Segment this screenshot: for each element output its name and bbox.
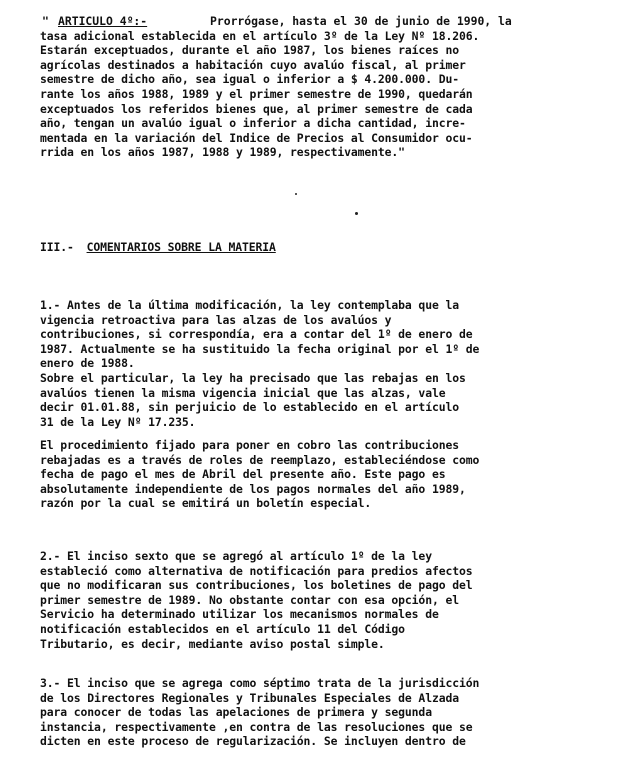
paragraph-4	[40, 549, 600, 651]
scan-speck	[355, 212, 358, 215]
articulo-line: mentada en la variación del Indice de Precios al Consumidor ocu-	[40, 130, 473, 145]
paragraph-line: El procedimiento fijado para poner en cobro las contribuciones	[40, 438, 459, 452]
articulo-line: Estarán exceptuados, durante el año 1987, los bienes raíces no	[40, 43, 459, 58]
paragraph-line: decir 01.01.88, sin perjuicio de lo establecido en el artículo	[40, 400, 459, 415]
paragraph-2	[40, 371, 600, 429]
articulo-first-line: " ARTICULO 4º:- Prorrógase, hasta el 30 de junio de 1990, la	[42, 14, 512, 28]
articulo-line: agrícolas destinados a habitación cuyo avalúo fiscal, al primer	[40, 57, 466, 72]
articulo-line: rante los años 1988, 1989 y el primer semestre de 1990, quedarán	[40, 86, 473, 101]
paragraph-line: que no modificaran sus contribuciones, los boletines de pago del	[40, 578, 473, 593]
paragraph-line: Tributario, es decir, mediante aviso postal simple.	[40, 636, 385, 651]
paragraph-line: fecha de pago el mes de Abril del presente año. Este pago es	[40, 467, 446, 482]
articulo-line: exceptuados los referidos bienes que, al primer semestre de cada	[40, 101, 473, 116]
paragraph-line: avalúos tienen la misma vigencia inicial que las alzas, vale	[40, 385, 446, 400]
paragraph-line: para conocer de todas las apelaciones de primera y segunda	[40, 705, 432, 720]
paragraph-line: rebajadas es a través de roles de reemplazo, estableciéndose como	[40, 452, 480, 467]
paragraph-line: 3.- El inciso que se agrega como séptimo trata de la jurisdicción	[40, 676, 480, 690]
section-number: III.-	[40, 240, 74, 254]
paragraph-1	[40, 298, 600, 371]
paragraph-line: 1987. Actualmente se ha sustituido la fecha original por el 1º de	[40, 341, 480, 356]
paragraph-line: 31 de la Ley Nº 17.235.	[40, 414, 196, 429]
paragraph-line: Sobre el particular, la ley ha precisado que las rebajas en los	[40, 371, 466, 385]
paragraph-line: de los Directores Regionales y Tribunales Especiales de Alzada	[40, 690, 459, 705]
articulo-line: semestre de dicho año, sea igual o inferior a $ 4.200.000. Du-	[40, 72, 459, 87]
paragraph-line: contribuciones, si correspondía, era a contar del 1º de enero de	[40, 327, 473, 342]
articulo-label: ARTICULO 4º:-	[58, 14, 148, 28]
paragraph-5	[40, 676, 600, 749]
articulo-line: Prorrógase, hasta el 30 de junio de 1990, la	[210, 14, 512, 28]
paragraph-3	[40, 438, 600, 511]
articulo-line: tasa adicional establecida en el artículo 3º de la Ley Nº 18.206.	[40, 28, 480, 43]
section-title: COMENTARIOS SOBRE LA MATERIA	[86, 240, 276, 254]
articulo-line: rrida en los años 1987, 1988 y 1989, respectivamente."	[40, 145, 405, 160]
paragraph-line: estableció como alternativa de notificación para predios afectos	[40, 563, 473, 578]
paragraph-line: enero de 1988.	[40, 356, 135, 371]
scan-speck	[295, 193, 297, 195]
paragraph-line: vigencia retroactiva para las alzas de los avalúos y	[40, 312, 392, 327]
paragraph-line: notificación establecidos en el artículo 11 del Código	[40, 621, 405, 636]
paragraph-line: primer semestre de 1989. No obstante contar con esa opción, el	[40, 592, 459, 607]
articulo-line: año, tengan un avalúo igual o inferior a dicha cantidad, incre-	[40, 116, 466, 131]
paragraph-line: absolutamente independiente de los pagos normales del año 1989,	[40, 481, 466, 496]
paragraph-line: instancia, respectivamente ,en contra de las resoluciones que se	[40, 719, 473, 734]
articulo-block	[40, 14, 600, 160]
paragraph-line: 2.- El inciso sexto que se agregó al artículo 1º de la ley	[40, 549, 432, 563]
paragraph-line: razón por la cual se emitirá un boletín especial.	[40, 496, 372, 511]
paragraph-line: Servicio ha determinado utilizar los mecanismos normales de	[40, 607, 439, 622]
section-heading	[40, 240, 600, 255]
paragraph-line: 1.- Antes de la última modificación, la ley contemplaba que la	[40, 298, 459, 312]
paragraph-line: dicten en este proceso de regularización. Se incluyen dentro de	[40, 734, 466, 749]
